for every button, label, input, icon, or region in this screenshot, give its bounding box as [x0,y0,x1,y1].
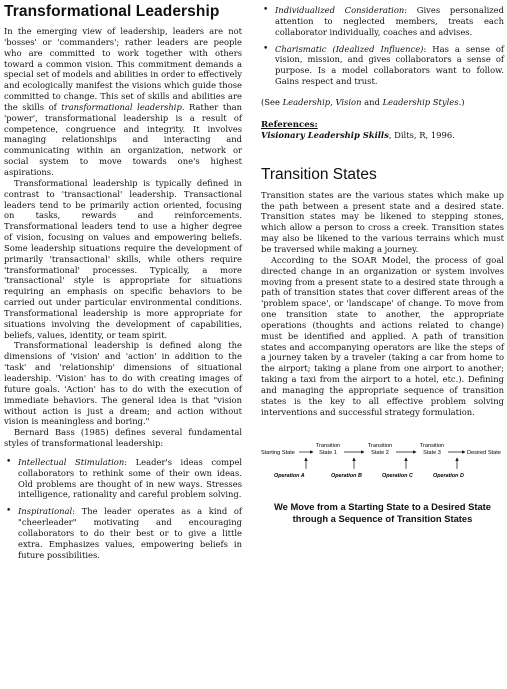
diagram-caption: We Move from a Starting State to a Desired State through a Sequence of Transition States [273,501,492,525]
references-heading: References: [261,119,318,130]
list-item: • Intellectual Stimulation: Leader's ideas compel collaborators to rethink some of their own ideas. Old problems are thought of in new ways. Stresses intelligence, rationality and careful problem solving. [4,457,242,500]
see-also-note: (See Leadership, Vision and Leadership Styles.) [261,96,465,107]
node-transition-state-2: Transition [367,443,393,450]
section-title-transformational-leadership: Transformational Leadership [4,3,220,20]
svg-text:State 3: State 3 [423,450,441,457]
right-column [261,0,504,525]
references [261,120,504,140]
reference-entry: Visionary Leadership Skills, Dilts, R, 1996. [261,129,455,140]
list-item: • Individualized Consideration: Gives personalized attention to neglected members, treats each collaborator individually, coaches and advises. [261,5,504,38]
left-column [4,0,242,567]
paragraph: Transformational leadership is defined along the dimensions of 'vision' and 'action' in addition to the 'task' and 'relationship' dimensions of situational leadership. 'Vision' has to do with creating images of future goals. 'Action' has to do with the execution of immediate behaviors. The general idea is that "vision without action is just a dream; and action without vision is meaningless and boring." [4,340,242,427]
svg-text:State 1: State 1 [319,450,337,457]
paragraph: Transition states are the various states which make up the path between a present state and a desired state. Transition states may be likened to stepping stones, which allow a person to cross a creek. Transition states may also be likened to the various terrains which must be traversed while making a journey. [261,189,504,254]
operation-b: Operation B [331,473,362,480]
operation-d: Operation D [433,473,464,480]
node-starting-state: Starting State [261,450,295,457]
transition-states-diagram [261,439,504,491]
section-title-transition-states: Transition States [261,165,377,183]
node-transition-state-3: Transition [419,443,445,450]
svg-text:State 2: State 2 [371,450,389,457]
list-item: • Charismatic (Idealized Influence): Has a sense of vision, mission, and gives collaborators a sense of purpose. Is a model collaborators want to follow. Gains respect and trust. [261,44,504,87]
leadership-styles-list [4,457,242,561]
node-desired-state: Desired State [467,450,501,457]
node-transition-state-1: Transition [315,443,341,450]
paragraph: According to the SOAR Model, the process of goal directed change in an organization or system involves moving from a present state to a desired state through a path of transition states that cover different areas of the 'problem space', or 'landscape' of change. To move from one transition state to another, the appropriate operations (thoughts and actions related to change) must be identified and applied. A path of transition states and accompanying operators are like the steps of a journey taken by a traveler (taking a car from home to the airport; taking a plane from one airport to another; taking a taxi from the airport to a hotel, etc.). Defining and managing the appropriate sequence of transition states is the key to all effective problem solving interventions and successful strategy formulation. [261,254,504,417]
operation-a: Operation A [274,473,305,480]
paragraph: Bernard Bass (1985) defines several fundamental styles of transformational leadership: [4,427,242,449]
paragraph: Transformational leadership is typically defined in contrast to 'transactional' leadership. Transactional leaders tend to be primarily action oriented, focusing on tasks, rewards and reinforcements. Transformational leaders tend to use a higher degree of vision, focusing on values and empowering beliefs. Some leadership situations require the development of primarily 'transactional' skills, while others require 'transformational' processes. Typically, a more 'transactional' style is appropriate for situations requiring an emphasis on specific behaviors to be carried out under particular environmental conditions. Transformational leadership is more appropriate for situations involving the development of capabilities, beliefs, values, identity, or team spirit. [4,177,242,340]
paragraph: In the emerging view of leadership, leaders are not 'bosses' or 'commanders'; rather leaders are people who are committed to work together with others toward a common vision. This commitment demands a special set of models and abilities in order to effectively and ecologically manifest the visions which guide those committed to change. This set of skills and abilities are the skills of transformational leadership. Rather than 'power', transformational leadership is a result of competence, congruence and integrity. It involves managing relationships and interacting and communicating within an organization, network or social system to move towards one's highest aspirations. [4,26,242,177]
operation-c: Operation C [382,473,413,480]
leadership-styles-list-continued [261,5,504,87]
list-item: • Inspirational: The leader operates as a kind of "cheerleader" motivating and encouraging collaborators to do their best or to give a little extra. Emphasizes values, empowering beliefs in future possibilities. [4,506,242,560]
